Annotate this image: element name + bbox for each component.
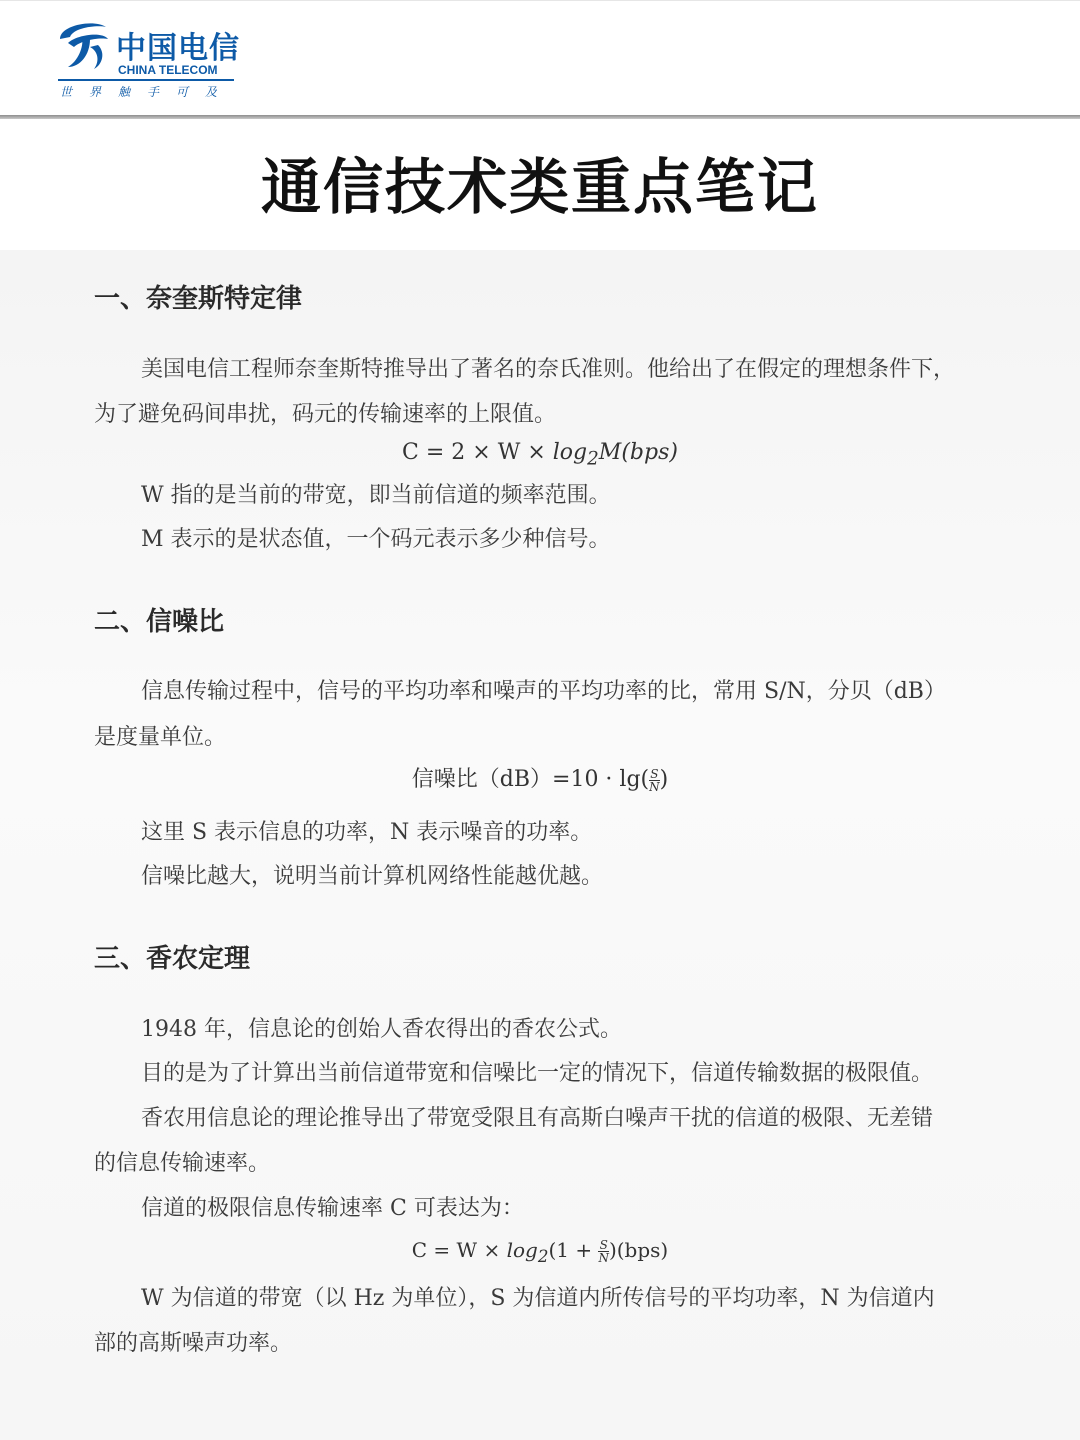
formula-fraction xyxy=(598,1239,609,1264)
paragraph-line: 目的是为了计算出当前信道带宽和信噪比一定的情况下，信道传输数据的极限值。 xyxy=(141,1061,934,1086)
section-heading-shannon: 三、香农定理 xyxy=(94,944,251,974)
nyquist-formula xyxy=(0,440,1080,469)
logo-slogan: 世界触手可及 xyxy=(60,85,235,99)
page-header xyxy=(0,0,1080,119)
formula-part: C = W × xyxy=(411,1238,507,1262)
formula-part: (1 + xyxy=(548,1238,599,1262)
paragraph-line: 美国电信工程师奈奎斯特推导出了著名的奈氏准则。他给出了在假定的理想条件下， xyxy=(141,357,956,382)
paragraph-line: 部的高斯噪声功率。 xyxy=(94,1331,293,1356)
paragraph-line: 是度量单位。 xyxy=(94,725,227,750)
page-title: 通信技术类重点笔记 xyxy=(261,153,819,223)
fraction-numerator: S xyxy=(650,766,659,781)
formula-part: M(bps) xyxy=(598,440,678,465)
paragraph-line: 1948 年，信息论的创始人香农得出的香农公式。 xyxy=(141,1017,622,1042)
section-heading-nyquist: 一、奈奎斯特定律 xyxy=(94,284,303,314)
formula-log-base: 2 xyxy=(537,1247,549,1266)
fraction-numerator: S xyxy=(599,1238,608,1252)
paragraph-line: 信噪比越大，说明当前计算机网络性能越优越。 xyxy=(141,864,604,889)
header-divider xyxy=(0,115,1080,119)
china-telecom-logo-icon xyxy=(54,17,114,73)
formula-log-base: 2 xyxy=(587,448,599,470)
paragraph-line: M 表示的是状态值，一个码元表示多少种信号。 xyxy=(141,527,611,552)
section-heading-snr: 二、信噪比 xyxy=(94,607,225,637)
china-telecom-logo xyxy=(54,17,244,101)
formula-part: )(bps) xyxy=(608,1238,669,1262)
snr-formula xyxy=(0,762,1080,793)
formula-part: 信噪比（dB）=10 · lg( xyxy=(411,767,650,792)
paragraph-line: 的信息传输速率。 xyxy=(94,1151,271,1176)
fraction-denominator: N xyxy=(649,779,660,794)
logo-chinese-name: 中国电信 xyxy=(116,31,240,66)
logo-divider xyxy=(58,79,234,81)
fraction-denominator: N xyxy=(598,1251,609,1265)
paragraph-line: 为了避免码间串扰，码元的传输速率的上限值。 xyxy=(94,402,557,427)
paragraph-line: 这里 S 表示信息的功率，N 表示噪音的功率。 xyxy=(141,820,593,845)
formula-part: C = 2 × W × xyxy=(402,440,553,465)
formula-fraction xyxy=(649,768,660,793)
formula-part: ) xyxy=(659,767,669,792)
formula-log: log xyxy=(552,440,588,465)
shannon-formula xyxy=(0,1238,1080,1266)
paragraph-line: 信息传输过程中，信号的平均功率和噪声的平均功率的比，常用 S/N，分贝（dB） xyxy=(141,679,946,704)
paragraph-line: W 为信道的带宽（以 Hz 为单位），S 为信道内所传信号的平均功率，N 为信道内 xyxy=(141,1286,935,1311)
paragraph-line: W 指的是当前的带宽，即当前信道的频率范围。 xyxy=(141,483,611,508)
paragraph-line: 香农用信息论的理论推导出了带宽受限且有高斯白噪声干扰的信道的极限、无差错 xyxy=(141,1106,934,1131)
paragraph-line: 信道的极限信息传输速率 C 可表达为： xyxy=(141,1196,524,1221)
formula-log: log xyxy=(506,1238,538,1262)
logo-english-name: CHINA TELECOM xyxy=(118,63,218,77)
